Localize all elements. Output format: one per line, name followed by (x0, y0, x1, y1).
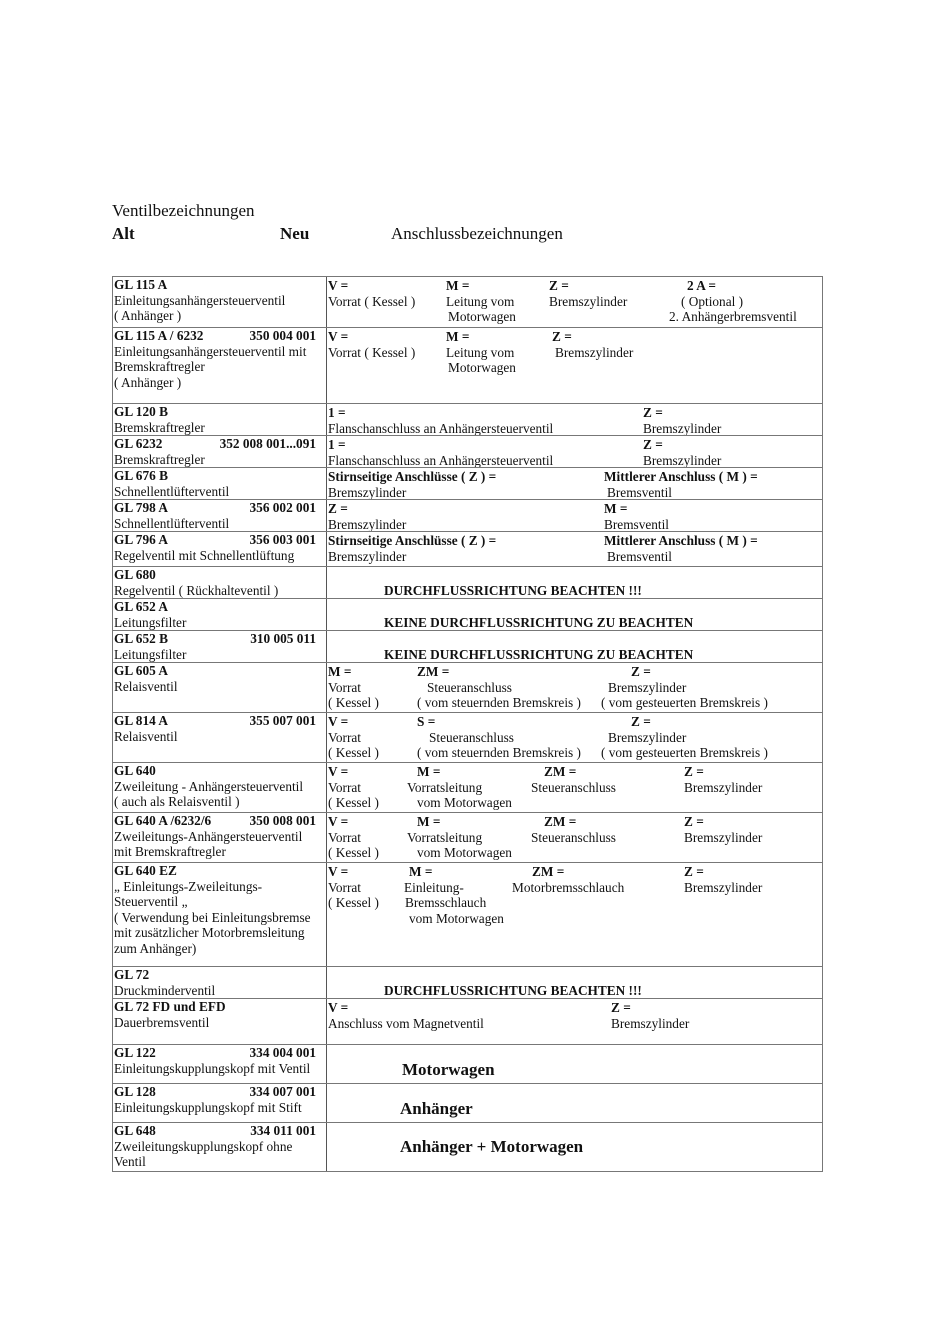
port-label (544, 764, 576, 780)
connection-cell (327, 567, 822, 598)
port-label-text: Mittlerer Anschluss ( M ) = (604, 533, 758, 548)
valve-description: Einleitungsanhängersteuerventil (114, 292, 286, 308)
part-number: 355 007 001 (249, 713, 316, 728)
port-label-text: V = (328, 278, 349, 293)
flow-direction-notice: KEINE DURCHFLUSSRICHTUNG ZU BEACHTEN (384, 647, 694, 662)
valve-code: GL 120 B (114, 404, 168, 419)
table-row (113, 566, 822, 598)
valve-description: Regelventil ( Rückhalteventil ) (114, 582, 279, 598)
table-row (113, 598, 822, 630)
port-description: Einleitung- (404, 879, 464, 895)
connection-cell (327, 599, 822, 630)
port-label (544, 814, 576, 830)
port-description: Bremszylinder (684, 879, 763, 895)
table-row (113, 403, 822, 435)
valve-code: GL 128 334 007 001 (114, 1084, 316, 1099)
port-description: vom Motorwagen (409, 910, 504, 926)
table-row (113, 327, 822, 403)
port-description: Vorrat (328, 879, 361, 895)
valve-description: ( Anhänger ) (114, 374, 182, 390)
port-description: Bremszylinder (555, 344, 634, 360)
port-description: ( Kessel ) (328, 845, 379, 861)
port-label (328, 469, 496, 485)
connection-cell (327, 277, 822, 327)
flow-direction-notice: DURCHFLUSSRICHTUNG BEACHTEN !!! (384, 983, 642, 998)
valve-code: GL 72 (114, 967, 150, 982)
flow-direction-notice: KEINE DURCHFLUSSRICHTUNG ZU BEACHTEN (384, 615, 694, 630)
valve-description: mit zusätzlicher Motorbremsleitung (114, 925, 305, 941)
table-row (113, 998, 822, 1044)
port-label-text: 1 = (328, 405, 346, 420)
port-description: Bremszylinder (643, 452, 722, 468)
port-description: ( Kessel ) (328, 895, 379, 911)
part-number: 334 011 001 (250, 1123, 316, 1138)
port-label (328, 814, 348, 830)
port-label-text: Stirnseitige Anschlüsse ( Z ) = (328, 469, 497, 484)
valve-description: Ventil (114, 1154, 146, 1170)
port-label-text: Stirnseitige Anschlüsse ( Z ) = (328, 533, 497, 548)
port-label (552, 329, 572, 345)
port-label (684, 764, 704, 780)
port-label-text: M = (417, 764, 441, 779)
port-description: Bremszylinder (328, 484, 407, 500)
valve-code: GL 122 334 004 001 (114, 1045, 316, 1060)
connection-cell (327, 663, 822, 712)
connection-cell (327, 763, 822, 812)
port-label (328, 533, 496, 549)
table-row (113, 277, 822, 327)
port-label (684, 864, 704, 880)
port-description: Flanschanschluss an Anhängersteuerventil (328, 420, 554, 436)
port-label-text: Z = (552, 329, 572, 344)
port-description: Steueranschluss (531, 829, 616, 845)
port-label-text: Z = (328, 501, 348, 516)
table-row (113, 531, 822, 566)
valve-code: GL 676 B (114, 468, 168, 483)
port-description: Bremszylinder (549, 293, 628, 309)
port-label (417, 764, 440, 780)
port-label (417, 664, 449, 680)
port-description: Vorratsleitung (407, 829, 483, 845)
port-description: Vorrat (328, 779, 361, 795)
connection-cell (327, 967, 822, 998)
port-label-text: M = (417, 814, 441, 829)
port-description: Bremszylinder (684, 779, 763, 795)
port-label (328, 437, 346, 453)
connection-cell (327, 713, 822, 762)
port-label (417, 814, 440, 830)
valve-description: Relaisventil (114, 678, 178, 694)
port-label-text: Z = (549, 278, 569, 293)
port-description: ( Optional ) (681, 293, 744, 309)
valve-designation-cell (113, 813, 327, 862)
valve-designation-cell (113, 763, 327, 812)
port-label (328, 278, 348, 294)
valve-code: GL 72 FD und EFD (114, 999, 226, 1014)
part-number: 350 008 001 (249, 813, 316, 828)
port-label-text: ZM = (544, 764, 577, 779)
connection-cell (327, 328, 822, 403)
port-description: ( Kessel ) (328, 695, 379, 711)
port-label (604, 533, 758, 549)
table-row (113, 966, 822, 998)
port-label-text: V = (328, 329, 349, 344)
port-label-text: Z = (684, 814, 704, 829)
valve-description: Leitungsfilter (114, 646, 187, 662)
column-heading-neu: Neu (280, 224, 310, 243)
port-label-text: Mittlerer Anschluss ( M ) = (604, 469, 758, 484)
valve-designation-cell (113, 532, 327, 566)
valve-description: Regelventil mit Schnellentlüftung (114, 547, 295, 563)
port-description: Bremszylinder (643, 420, 722, 436)
port-label (631, 664, 651, 680)
valve-code: GL 796 A 356 003 001 (114, 532, 316, 547)
valve-designation-cell (113, 567, 327, 598)
port-label (409, 864, 432, 880)
part-number: 334 007 001 (249, 1084, 316, 1099)
port-description: Bremszylinder (608, 679, 687, 695)
port-label (328, 1000, 348, 1016)
port-label (328, 714, 348, 730)
table-row (113, 1044, 822, 1083)
valve-description: Einleitungsanhängersteuerventil mit (114, 343, 307, 359)
port-label (328, 764, 348, 780)
port-description: Leitung vom (446, 344, 515, 360)
connection-cell (327, 1045, 822, 1083)
connection-cell (327, 813, 822, 862)
column-heading-anschluss: Anschlussbezeichnungen (391, 224, 563, 243)
connection-cell (327, 631, 822, 662)
port-description: Leitung vom (446, 293, 515, 309)
port-label-text: Z = (684, 864, 704, 879)
port-description: ( Kessel ) (328, 745, 379, 761)
port-label-text: Z = (684, 764, 704, 779)
valve-designation-cell (113, 1123, 327, 1171)
valve-code: GL 6232 352 008 001...091 (114, 436, 316, 451)
port-description: ( vom steuernden Bremskreis ) (417, 745, 581, 761)
part-number: 334 004 001 (249, 1045, 316, 1060)
valve-code: GL 640 (114, 763, 156, 778)
port-label (643, 405, 663, 421)
valve-designation-cell (113, 999, 327, 1044)
valve-designation-cell (113, 436, 327, 467)
valve-table (112, 276, 823, 1172)
part-number: 356 002 001 (249, 500, 316, 515)
valve-code: GL 652 B 310 005 011 (114, 631, 316, 646)
port-label (604, 501, 627, 517)
port-label (643, 437, 663, 453)
port-label-text: M = (409, 864, 433, 879)
port-description: Bremszylinder (611, 1015, 690, 1031)
valve-designation-cell (113, 631, 327, 662)
table-row (113, 662, 822, 712)
valve-designation-cell (113, 468, 327, 499)
valve-description: Einleitungskupplungskopf mit Stift (114, 1099, 302, 1115)
valve-code: GL 814 A 355 007 001 (114, 713, 316, 728)
valve-description: ( Anhänger ) (114, 308, 182, 324)
valve-code: GL 115 A / 6232 350 004 001 (114, 328, 316, 343)
coupling-usage: Anhänger (400, 1099, 473, 1118)
valve-designation-cell (113, 277, 327, 327)
valve-code: GL 640 EZ (114, 863, 177, 878)
table-row (113, 862, 822, 966)
port-description: Steueranschluss (427, 679, 512, 695)
connection-cell (327, 1123, 822, 1171)
connection-cell (327, 999, 822, 1044)
valve-description: zum Anhänger) (114, 940, 197, 956)
part-number: 350 004 001 (249, 328, 316, 343)
table-row (113, 1122, 822, 1171)
part-number: 352 008 001...091 (219, 436, 316, 451)
port-label-text: V = (328, 814, 349, 829)
valve-description: „ Einleitungs-Zweileitungs- (114, 878, 263, 894)
port-label-text: Z = (631, 664, 651, 679)
valve-designation-cell (113, 967, 327, 998)
document-title: Ventilbezeichnungen (112, 201, 255, 220)
port-label-text: 2 A = (687, 278, 717, 293)
valve-code: GL 648 334 011 001 (114, 1123, 316, 1138)
valve-description: Bremskraftregler (114, 451, 205, 467)
table-row (113, 762, 822, 812)
valve-description: Leitungsfilter (114, 614, 187, 630)
port-description: Steueranschluss (531, 779, 616, 795)
port-label (328, 329, 348, 345)
connection-cell (327, 468, 822, 499)
valve-description: Zweileitungs-Anhängersteuerventil (114, 828, 303, 844)
coupling-usage: Motorwagen (402, 1060, 495, 1079)
connection-cell (327, 863, 822, 966)
port-label-text: ZM = (417, 664, 450, 679)
valve-designation-cell (113, 500, 327, 531)
port-description: Vorrat ( Kessel ) (328, 344, 416, 360)
table-row (113, 712, 822, 762)
port-label-text: ZM = (532, 864, 565, 879)
port-label-text: M = (604, 501, 628, 516)
port-description: Bremszylinder (608, 729, 687, 745)
port-label-text: V = (328, 764, 349, 779)
port-description: Motorbremsschlauch (512, 879, 625, 895)
port-label (549, 278, 569, 294)
port-label-text: M = (446, 329, 470, 344)
valve-designation-cell (113, 599, 327, 630)
valve-description: ( auch als Relaisventil ) (114, 794, 240, 810)
port-label-text: M = (446, 278, 470, 293)
port-description: Bremszylinder (328, 516, 407, 532)
valve-code: GL 605 A (114, 663, 168, 678)
port-description: ( Kessel ) (328, 795, 379, 811)
valve-description: Schnellentlüfterventil (114, 515, 230, 531)
connection-cell (327, 404, 822, 435)
port-description: Vorrat ( Kessel ) (328, 293, 416, 309)
port-description: vom Motorwagen (417, 795, 512, 811)
table-row (113, 499, 822, 531)
valve-designation-cell (113, 863, 327, 966)
port-label-text: V = (328, 714, 349, 729)
port-description: 2. Anhängerbremsventil (669, 309, 797, 325)
port-label (604, 469, 758, 485)
port-description: Bremsventil (607, 484, 672, 500)
port-label (687, 278, 716, 294)
valve-description: Dauerbremsventil (114, 1014, 210, 1030)
valve-designation-cell (113, 1084, 327, 1122)
port-label (446, 278, 469, 294)
valve-description: Zweileitungskupplungskopf ohne (114, 1138, 293, 1154)
port-label (532, 864, 564, 880)
table-row (113, 435, 822, 467)
valve-description: Steuerventil „ (114, 894, 188, 910)
port-label (328, 664, 351, 680)
port-description: Vorratsleitung (407, 779, 483, 795)
valve-code: GL 640 A /6232/6 350 008 001 (114, 813, 316, 828)
valve-designation-cell (113, 663, 327, 712)
port-description: Motorwagen (448, 309, 516, 325)
port-description: ( vom gesteuerten Bremskreis ) (601, 745, 768, 761)
valve-description: ( Verwendung bei Einleitungsbremse (114, 909, 311, 925)
port-description: Vorrat (328, 679, 361, 695)
table-row (113, 1083, 822, 1122)
port-label (631, 714, 651, 730)
connection-cell (327, 436, 822, 467)
port-label-text: S = (417, 714, 436, 729)
valve-designation-cell (113, 328, 327, 403)
port-label-text: M = (328, 664, 352, 679)
port-label (328, 864, 348, 880)
port-description: Bremsschlauch (405, 895, 487, 911)
valve-description: Schnellentlüfterventil (114, 483, 230, 499)
port-label-text: Z = (643, 405, 663, 420)
valve-designation-cell (113, 404, 327, 435)
port-description: vom Motorwagen (417, 845, 512, 861)
connection-cell (327, 500, 822, 531)
port-label-text: ZM = (544, 814, 577, 829)
port-description: Steueranschluss (429, 729, 514, 745)
part-number: 310 005 011 (250, 631, 316, 646)
port-label (328, 501, 348, 517)
port-description: ( vom gesteuerten Bremskreis ) (601, 695, 768, 711)
valve-code: GL 680 (114, 567, 156, 582)
port-description: Bremszylinder (684, 829, 763, 845)
port-label (446, 329, 469, 345)
valve-code: GL 798 A 356 002 001 (114, 500, 316, 515)
coupling-usage: Anhänger + Motorwagen (400, 1137, 584, 1156)
port-description: Bremszylinder (328, 548, 407, 564)
valve-description: Relaisventil (114, 728, 178, 744)
port-description: Vorrat (328, 729, 361, 745)
table-row (113, 812, 822, 862)
flow-direction-notice: DURCHFLUSSRICHTUNG BEACHTEN !!! (384, 583, 642, 598)
valve-code: GL 115 A (114, 277, 168, 292)
valve-description: Bremskraftregler (114, 419, 205, 435)
port-label-text: Z = (643, 437, 663, 452)
valve-description: Druckminderventil (114, 982, 216, 998)
port-label-text: Z = (631, 714, 651, 729)
port-description: ( vom steuernden Bremskreis ) (417, 695, 581, 711)
port-description: Anschluss vom Magnetventil (328, 1015, 484, 1031)
port-label (611, 1000, 631, 1016)
port-label-text: V = (328, 864, 349, 879)
valve-description: mit Bremskraftregler (114, 844, 226, 860)
port-description: Flanschanschluss an Anhängersteuerventil (328, 452, 554, 468)
part-number: 356 003 001 (249, 532, 316, 547)
connection-cell (327, 532, 822, 566)
port-label (417, 714, 435, 730)
port-description: Vorrat (328, 829, 361, 845)
table-row (113, 467, 822, 499)
port-label (328, 405, 346, 421)
connection-cell (327, 1084, 822, 1122)
column-heading-alt: Alt (112, 224, 135, 243)
port-label (684, 814, 704, 830)
port-label-text: Z = (611, 1000, 631, 1015)
valve-description: Einleitungskupplungskopf mit Ventil (114, 1060, 311, 1076)
valve-description: Bremskraftregler (114, 359, 205, 375)
port-description: Motorwagen (448, 360, 516, 376)
port-label-text: 1 = (328, 437, 346, 452)
port-label-text: V = (328, 1000, 349, 1015)
port-description: Bremsventil (604, 516, 669, 532)
valve-description: Zweileitung - Anhängersteuerventil (114, 778, 304, 794)
port-description: Bremsventil (607, 548, 672, 564)
table-row (113, 630, 822, 662)
valve-code: GL 652 A (114, 599, 168, 614)
valve-designation-cell (113, 1045, 327, 1083)
valve-designation-cell (113, 713, 327, 762)
